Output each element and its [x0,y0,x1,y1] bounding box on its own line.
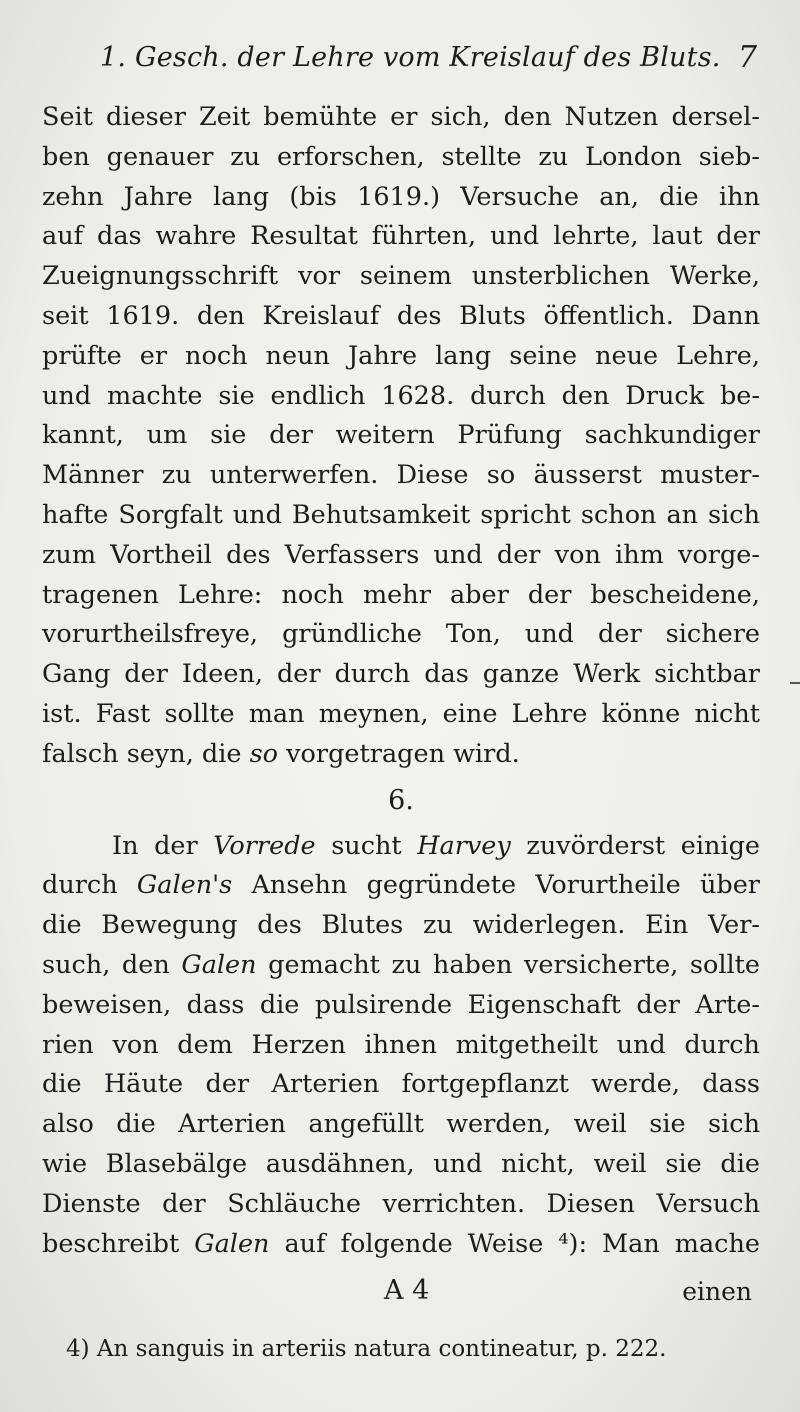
text-line: prüfte er noch neun Jahre lang seine neue Lehre, [42,340,760,371]
page-header [0,38,800,82]
catchword: einen [682,1277,752,1306]
text-line: falsch seyn, die so vorgetragen wird. [42,738,520,769]
text-line: seit 1619. den Kreislauf des Bluts öffentlich. Dann [42,300,760,331]
text-line: Gang der Ideen, der durch das ganze Werk sichtbar [42,659,760,690]
footnote: 4) An sanguis in arteriis natura contineatur, p. 222. [66,1336,667,1362]
text-line: such, den Galen gemacht zu haben versicherte, sollte [42,949,760,980]
text-line: und machte sie endlich 1628. durch den Druck be- [42,380,760,411]
text-line: kannt, um sie der weitern Prüfung sachkundiger [42,420,760,451]
signature-line [0,1275,800,1315]
text-line: also die Arterien angefüllt werden, weil sie sich [42,1109,760,1140]
text-line: Seit dieser Zeit bemühte er sich, den Nutzen dersel- [42,102,760,132]
signature-mark: A 4 [384,1275,430,1306]
text-line: ben genauer zu erforschen, stellte zu London sieb- [42,141,760,172]
text-line: tragenen Lehre: noch mehr aber der bescheidene, [42,579,760,610]
page-number: 7 [738,40,758,75]
text-line: In der Vorrede sucht Harvey zuvörderst einige [112,830,760,861]
text-line: beschreibt Galen auf folgende Weise ⁴): Man mache [42,1228,760,1259]
text-line: durch Galen's Ansehn gegründete Vorurtheile über [42,870,761,901]
margin-mark [790,682,800,684]
paragraph-2 [42,827,760,1265]
text-body [42,98,760,1264]
text-line: ist. Fast sollte man meynen, eine Lehre könne nicht [42,698,760,729]
text-line: zehn Jahre lang (bis 1619.) Versuche an, die ihn [42,181,760,212]
paragraph-1 [42,98,760,735]
text-line: hafte Sorgfalt und Behutsamkeit spricht schon an sich [42,499,760,530]
text-line: wie Blasebälge ausdähnen, und nicht, weil sie die [42,1148,760,1179]
text-line: die Bewegung des Blutes zu widerlegen. Ein Ver- [42,910,760,941]
text-line: beweisen, dass die pulsirende Eigenschaft der Arte- [42,989,760,1020]
text-line: vorurtheilsfreye, gründliche Ton, und der sichere [42,619,760,650]
text-line: auf das wahre Resultat führten, und lehrte, laut der [42,221,760,252]
text-line: rien von dem Herzen ihnen mitgetheilt und durch [42,1029,760,1060]
text-line: Dienste der Schläuche verrichten. Diesen Versuch [42,1188,760,1219]
running-head: 1. Gesch. der Lehre vom Kreislauf des Bluts. [100,42,721,73]
section-number: 6. [388,784,414,816]
text-line: Zueignungsschrift vor seinem unsterblichen Werke, [42,261,760,292]
text-line: Männer zu unterwerfen. Diese so äusserst muster- [42,460,760,491]
text-line: die Häute der Arterien fortgepflanzt werde, dass [42,1069,760,1100]
text-line: zum Vortheil des Verfassers und der von ihm vorge- [42,539,760,570]
